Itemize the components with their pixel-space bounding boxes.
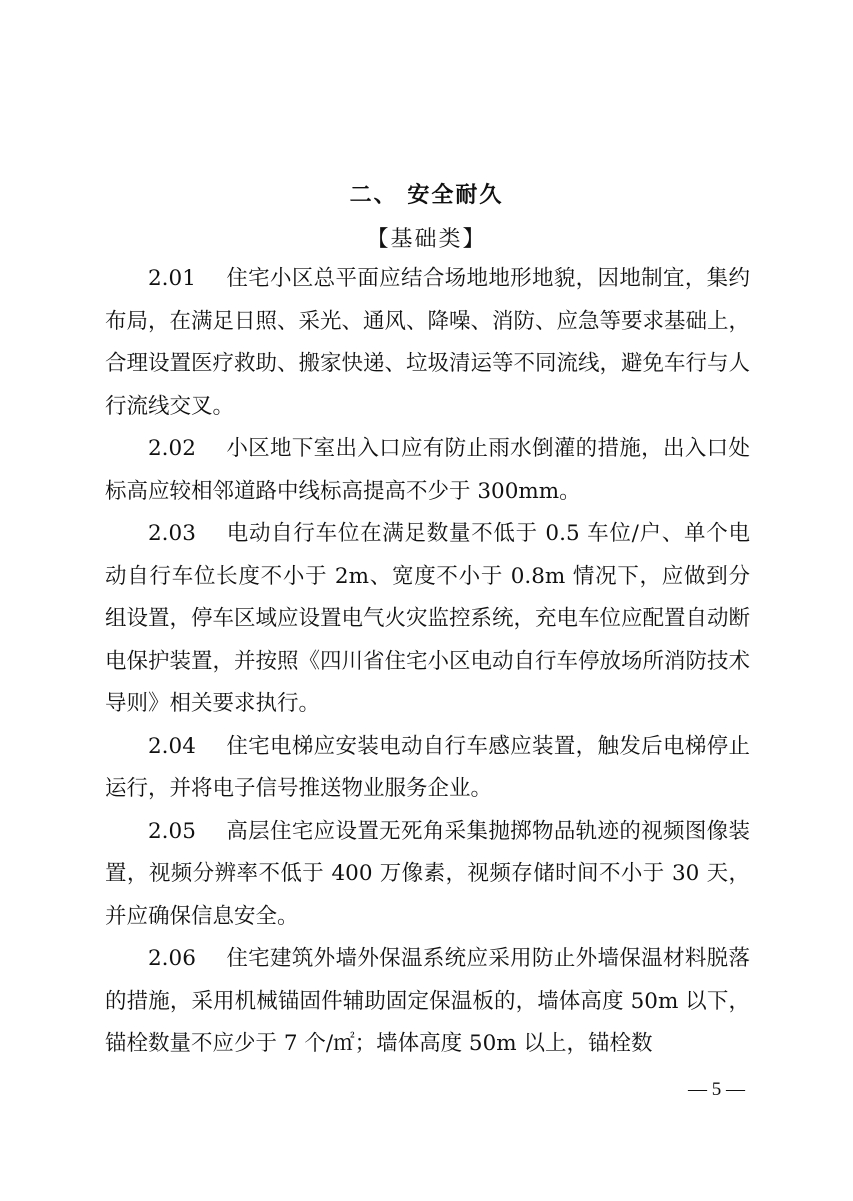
- clause-number: 2.01: [148, 266, 196, 291]
- clause-list: [105, 258, 750, 1066]
- clause-number: 2.05: [148, 818, 196, 844]
- clause-2-03: [105, 513, 750, 726]
- page-number: — 5 —: [688, 1079, 745, 1100]
- clause-2-05: [105, 811, 750, 939]
- clause-text: 高层住宅应设置无死角采集抛掷物品轨迹的视频图像装置，视频分辨率不低于 400 万像素，视频存储时间不小于 30 天，并应确保信息安全。: [105, 818, 750, 929]
- clause-2-06: [105, 938, 750, 1066]
- clause-2-01: [105, 258, 750, 428]
- section-title: 二、 安全耐久: [349, 183, 504, 208]
- clause-number: 2.02: [148, 436, 196, 461]
- clause-text: 住宅小区总平面应结合场地地形地貌，因地制宜，集约布局，在满足日照、采光、通风、降噪、消防、应急等要求基础上，合理设置医疗救助、搬家快递、垃圾清运等不同流线，避免车行与人行流线交叉。: [105, 266, 751, 419]
- clause-text: 住宅建筑外墙外保温系统应采用防止外墙保温材料脱落的措施，采用机械锚固件辅助固定保温板的，墙体高度 50m 以下，锚栓数量不应少于 7 个/㎡；墙体高度 50m 以上，锚栓数: [105, 946, 750, 1056]
- clause-text: 电动自行车位在满足数量不低于 0.5 车位/户、单个电动自行车位长度不小于 2m、宽度不小于 0.8m 情况下，应做到分组设置，停车区域应设置电气火灾监控系统，充电车位应配置自动断电保护装置，并按照《四川省住宅小区电动自行车停放场所消防技术导则》相关要求执行。: [105, 521, 751, 716]
- clause-number: 2.03: [148, 521, 196, 546]
- clause-2-04: [105, 726, 750, 811]
- clause-number: 2.04: [148, 733, 196, 759]
- clause-2-02: [105, 428, 750, 513]
- clause-number: 2.06: [148, 946, 196, 971]
- clause-text: 小区地下室出入口应有防止雨水倒灌的措施，出入口处标高应较相邻道路中线标高提高不少于 300mm。: [105, 436, 750, 504]
- clause-text: 住宅电梯应安装电动自行车感应装置，触发后电梯停止运行，并将电子信号推送物业服务企业。: [105, 733, 750, 801]
- subsection-heading: 【基础类】: [366, 227, 487, 252]
